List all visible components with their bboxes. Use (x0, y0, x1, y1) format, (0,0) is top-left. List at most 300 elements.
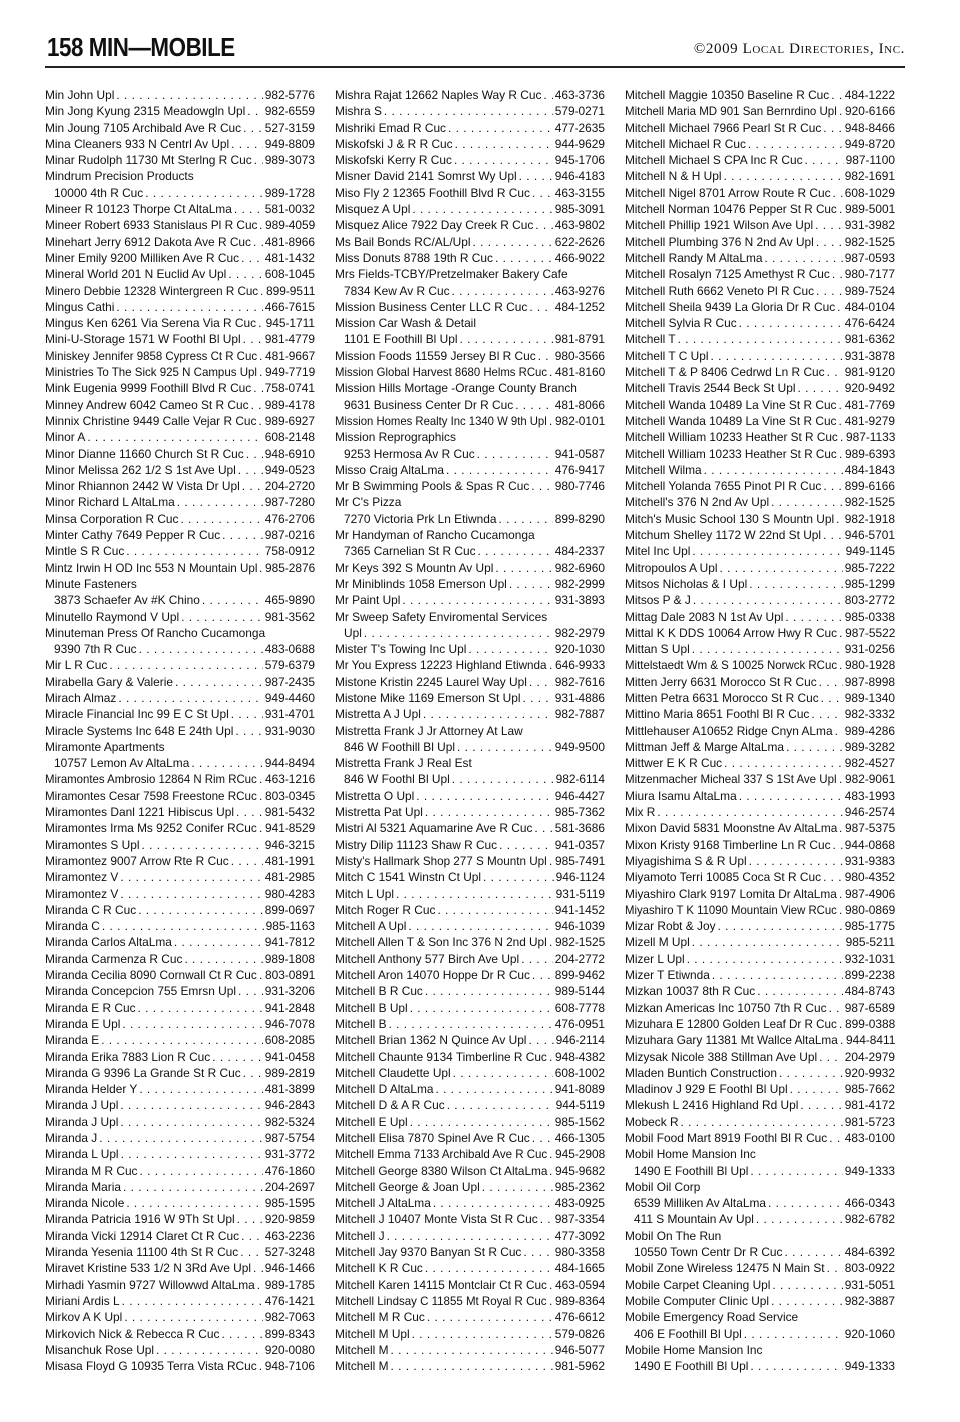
listing-entry (625, 478, 895, 494)
listing-phone: 985-1299 (844, 576, 895, 591)
listing-entry (335, 250, 605, 266)
dot-leader (116, 87, 262, 103)
listing-entry (625, 250, 895, 266)
dot-leader (839, 886, 843, 902)
listing-name: Miranda E Upl (45, 1016, 121, 1031)
dot-leader (829, 1130, 843, 1146)
dot-leader (748, 136, 843, 152)
dot-leader (800, 1097, 842, 1113)
listing-entry (625, 494, 895, 510)
listing-entry (45, 918, 315, 934)
listing-entry (45, 788, 315, 804)
listing-entry (625, 592, 895, 608)
listing-name: Mitchell William 10233 Heather St R Cuc (625, 430, 838, 445)
listing-name: Mobil Food Mart 8919 Foothl Bl R Cuc (625, 1131, 828, 1145)
listing-heading (625, 1179, 895, 1195)
dot-leader (482, 1179, 553, 1195)
listing-entry (45, 1326, 315, 1342)
listing-phone: 949-0523 (264, 462, 315, 477)
listing-name: Mitchell Phillip 1921 Wilson Ave Upl (625, 218, 814, 233)
listing-name: Mitchell N & H Upl (625, 169, 722, 184)
listing-entry (335, 103, 605, 119)
dot-leader (521, 951, 553, 967)
listing-name: Mobile Emergency Road Service (625, 1310, 799, 1325)
dot-leader (549, 853, 553, 869)
listing-entry (625, 967, 895, 983)
listing-name: Minnix Christine 9449 Calle Vejar R Cuc (45, 413, 257, 428)
listing-name: Mitchell Lindsay C 11855 Mt Royal R Cuc (335, 1293, 547, 1308)
dot-leader (720, 560, 843, 576)
listing-name: Mitchell Aron 14070 Hoppe Dr R Cuc (335, 968, 530, 983)
listing-entry (335, 120, 605, 136)
dot-leader (739, 315, 843, 331)
listing-phone: 941-0458 (264, 1049, 315, 1064)
dot-leader (259, 560, 263, 576)
listing-name: Mobil Zone Wireless 12475 N Main St (625, 1261, 825, 1276)
listing-entry (625, 364, 895, 380)
listing-entry (45, 1130, 315, 1146)
listing-name: Misanchuk Rose Upl (45, 1342, 155, 1357)
listing-phone: 982-1525 (844, 234, 895, 249)
dot-leader (823, 120, 842, 136)
dot-leader (823, 478, 842, 494)
listing-name: Mitchell Michael S CPA Inc R Cuc (625, 153, 803, 168)
dot-leader (260, 283, 264, 299)
listing-phone: 466-7615 (264, 299, 315, 314)
listing-name: Mintle S R Cuc (45, 544, 125, 559)
listing-entry (625, 674, 895, 690)
listing-name: Mitten Jerry 6631 Morocco St R Cuc (625, 674, 817, 689)
listing-entry (625, 136, 895, 152)
dot-leader (757, 983, 843, 999)
listing-heading (335, 380, 605, 396)
listing-phone: 989-4059 (265, 218, 315, 233)
listing-name: Mirhadi Yasmin 9727 Willowwd AltaLma (45, 1277, 255, 1292)
listing-phone: 484-2337 (554, 544, 605, 559)
listing-name: Miranda Helder Y (45, 1082, 138, 1097)
listing-phone: 803-0345 (265, 788, 315, 803)
listing-phone: 476-1421 (264, 1293, 315, 1308)
listing-phone: 949-9500 (554, 739, 605, 754)
listing-entry (335, 967, 605, 983)
listing-name: Miramontez V (45, 886, 119, 901)
listing-name: Mitchell M (335, 1342, 389, 1357)
listing-name: Misquez Alice 7922 Day Creek R Cuc (335, 218, 534, 233)
listing-phone: 987-1133 (846, 430, 895, 445)
dot-leader (495, 560, 552, 576)
listing-phone: 932-1031 (844, 951, 895, 966)
dot-leader (756, 1211, 843, 1227)
listing-entry (625, 853, 895, 869)
listing-phone: 981-6362 (844, 332, 895, 347)
listing-name: Mlekush L 2416 Highland Rd Upl (625, 1098, 799, 1113)
listing-entry (335, 1309, 605, 1325)
listing-name: Miramonte Apartments (45, 739, 165, 754)
listing-phone: 466-9022 (554, 250, 605, 265)
listing-phone: 985-1562 (554, 1114, 605, 1129)
listing-name: 9253 Hermosa Av R Cuc (344, 446, 475, 461)
listing-phone: 476-6424 (844, 316, 895, 331)
listing-name: Mitchell Randy M AltaLma (625, 250, 763, 265)
listing-name: Mishriki Emad R Cuc (335, 120, 446, 135)
listing-name: Minney Andrew 6042 Cameo St R Cuc (45, 397, 249, 412)
listing-entry (335, 576, 605, 592)
listing-phone: 481-8160 (555, 365, 605, 380)
listing-phone: 920-9859 (264, 1212, 315, 1227)
listing-entry (625, 706, 895, 722)
listing-phone: 476-6612 (554, 1310, 605, 1325)
listing-phone: 463-3155 (554, 185, 605, 200)
listing-name: Mitsos P & J (625, 593, 691, 608)
dot-leader (498, 511, 552, 527)
dot-leader (839, 446, 843, 462)
listing-name: Mineer Robert 6933 Stanislaus Pl R Cuc (45, 218, 258, 233)
listing-phone: 980-4352 (844, 870, 895, 885)
listing-entry (625, 788, 895, 804)
listing-phone: 982-2979 (554, 625, 605, 640)
listing-phone: 980-4283 (264, 886, 315, 901)
listing-entry (335, 1228, 605, 1244)
listing-phone: 981-8791 (554, 332, 605, 347)
listing-entry (625, 1244, 895, 1260)
listing-entry (335, 1032, 605, 1048)
listing-name: Mishra S (335, 104, 382, 119)
listing-phone: 476-2706 (264, 511, 315, 526)
dot-leader (222, 527, 263, 543)
listing-entry (45, 886, 315, 902)
dot-leader (181, 511, 263, 527)
dot-leader (259, 771, 263, 787)
dot-leader (408, 918, 552, 934)
dot-leader (837, 299, 843, 315)
listing-entry (335, 397, 605, 413)
dot-leader (121, 1146, 263, 1162)
dot-leader (549, 1049, 553, 1065)
listing-heading (335, 527, 605, 543)
listing-name: Mitchell Rosalyn 7125 Amethyst R Cuc (625, 267, 830, 282)
listing-entry (335, 853, 605, 869)
listing-name: Mitchell Emma 7133 Archibald Ave R Cuc (335, 1147, 548, 1162)
listing-entry (335, 869, 605, 885)
listing-name: Miramontes Irma Ms 9252 Conifer RCuc (45, 821, 257, 836)
listing-name: Mladen Buntich Construction (625, 1065, 778, 1080)
listing-name: Min Joung 7105 Archibald Ave R Cuc (45, 120, 242, 135)
listing-phone: 949-8809 (264, 136, 315, 151)
listing-phone: 989-6393 (845, 446, 895, 461)
listing-heading (625, 1342, 895, 1358)
dot-leader (529, 299, 552, 315)
listing-name: Mitch C 1541 Winstn Ct Upl (335, 870, 482, 885)
listing-phone: 931-0256 (844, 642, 895, 657)
listing-name: Upl (344, 625, 362, 640)
listing-phone: 982-3887 (844, 1293, 895, 1308)
listing-name: Mintz Irwin H OD Inc 553 N Mountain Upl (45, 560, 258, 575)
listing-phone: 481-1432 (264, 250, 315, 265)
dot-leader (364, 625, 553, 641)
listing-name: Mitchell D & A R Cuc (335, 1098, 445, 1113)
listing-name: Mitchell Plumbing 376 N 2nd Av Upl (625, 234, 814, 249)
listing-phone: 608-2148 (264, 430, 315, 445)
listing-entry (45, 299, 315, 315)
listing-phone: 946-4427 (554, 788, 605, 803)
listing-name: Mitchell B R Cuc (335, 984, 423, 999)
listing-entry (625, 1130, 895, 1146)
dot-leader (446, 462, 553, 478)
listing-entry (45, 478, 315, 494)
dot-leader (522, 690, 552, 706)
dot-leader (538, 348, 553, 364)
dot-leader (549, 1146, 553, 1162)
listing-name: Miranda E (45, 1033, 100, 1048)
listing-phone: 899-9462 (554, 968, 605, 983)
listing-entry (625, 560, 895, 576)
dot-leader (483, 869, 554, 885)
dot-leader (831, 87, 843, 103)
dot-leader (423, 706, 553, 722)
dot-leader (798, 380, 843, 396)
dot-leader (718, 918, 843, 934)
listing-entry (45, 527, 315, 543)
listing-name: Mittman Jeff & Marge AltaLma (625, 739, 785, 754)
listing-entry (45, 120, 315, 136)
listing-entry (335, 348, 605, 364)
dot-leader (122, 1293, 263, 1309)
listing-name: Miranda Maria (45, 1179, 121, 1194)
listing-entry (625, 527, 895, 543)
dot-leader (191, 755, 262, 771)
listing-entry (625, 1211, 895, 1227)
listing-name: Mizkan 10037 8th R Cuc (625, 984, 756, 999)
listing-phone: 204-2772 (554, 951, 605, 966)
listing-entry (625, 217, 895, 233)
dot-leader (145, 185, 262, 201)
dot-leader (827, 1260, 843, 1276)
listing-phone: 608-2085 (264, 1033, 315, 1048)
listing-entry (335, 1342, 605, 1358)
listing-phone: 899-9511 (266, 283, 315, 298)
dot-leader (839, 397, 843, 413)
listing-phone: 931-3893 (554, 593, 605, 608)
listing-column-2 (335, 87, 605, 1374)
listing-name: Miranda C (45, 919, 100, 934)
listing-entry (45, 1342, 315, 1358)
listing-name: 9631 Business Center Dr R Cuc (344, 397, 514, 412)
listing-entry (335, 1146, 605, 1162)
listing-entry (625, 1163, 895, 1179)
dot-leader (236, 804, 263, 820)
dot-leader (478, 543, 553, 559)
listing-entry (45, 1293, 315, 1309)
listing-name: 7270 Victoria Prk Ln Etiwnda (344, 511, 497, 526)
listing-name: Miyashiro Clark 9197 Lomita Dr AltaLma (625, 886, 837, 901)
listing-entry (335, 1000, 605, 1016)
dot-leader (235, 723, 262, 739)
dot-leader (437, 902, 552, 918)
listing-entry (625, 429, 895, 445)
listing-name: Miyashiro T K 11090 Mountain View RCuc (625, 902, 837, 917)
dot-leader (184, 951, 262, 967)
listing-entry (335, 1293, 605, 1309)
dot-leader (739, 788, 843, 804)
dot-leader (425, 1260, 553, 1276)
listing-entry (335, 87, 605, 103)
dot-leader (120, 1114, 262, 1130)
listing-phone: 803-0922 (844, 1261, 895, 1276)
listing-phone: 476-1860 (264, 1163, 315, 1178)
dot-leader (396, 886, 554, 902)
listing-phone: 803-2772 (844, 593, 895, 608)
listing-entry (625, 543, 895, 559)
listing-phone: 945-9682 (555, 1163, 605, 1178)
listing-name: Mirach Almaz (45, 690, 117, 705)
listing-entry (45, 1211, 315, 1227)
listing-name: Miramontes Cesar 7598 Freestone RCuc (45, 788, 257, 803)
listing-name: Mitchell M Upl (335, 1326, 410, 1341)
listing-name: Miyagishima S & R Upl (625, 853, 747, 868)
listing-phone: 982-7887 (554, 707, 605, 722)
listing-entry (625, 690, 895, 706)
listing-name: 10000 4th R Cuc (54, 185, 144, 200)
listing-phone: 931-4886 (554, 690, 605, 705)
listing-phone: 920-9492 (844, 381, 895, 396)
listing-name: Mitchell Michael 7966 Pearl St R Cuc (625, 120, 822, 135)
listing-name: 7834 Kew Av R Cuc (344, 283, 450, 298)
listing-phone: 980-7177 (844, 267, 895, 282)
dot-leader (827, 364, 843, 380)
dot-leader (839, 625, 843, 641)
dot-leader (771, 1293, 843, 1309)
listing-phone: 481-7769 (844, 397, 895, 412)
listing-phone: 982-6114 (555, 772, 605, 787)
listing-name: Minor Dianne 11660 Church St R Cuc (45, 446, 244, 461)
listing-name: Miranda Carlos AltaLma (45, 935, 172, 950)
listing-entry (45, 266, 315, 282)
listing-phone: 483-0688 (264, 642, 315, 657)
listing-phone: 931-3206 (264, 984, 315, 999)
listing-phone: 484-1252 (554, 299, 605, 314)
dot-leader (259, 967, 263, 983)
listing-name: Mitchell M (335, 1359, 389, 1374)
listing-entry (335, 511, 605, 527)
dot-leader (839, 201, 843, 217)
dot-leader (453, 1065, 553, 1081)
dot-leader (839, 103, 843, 119)
listing-entry (335, 1081, 605, 1097)
listing-entry (625, 918, 895, 934)
dot-leader (771, 494, 843, 510)
listing-column-3 (625, 87, 895, 1374)
listing-entry (335, 1277, 605, 1293)
listing-entry (45, 592, 315, 608)
listing-phone: 989-3282 (844, 739, 895, 754)
listing-entry (625, 657, 895, 673)
dot-leader (118, 690, 262, 706)
dot-leader (241, 1228, 263, 1244)
listing-entry (335, 331, 605, 347)
dot-leader (455, 136, 553, 152)
listing-name: Miskofski Kerry R Cuc (335, 153, 452, 168)
listing-name: Mir L R Cuc (45, 658, 108, 673)
dot-leader (139, 1081, 262, 1097)
listing-heading (335, 755, 605, 771)
dot-leader (410, 1114, 553, 1130)
listing-entry (625, 1032, 895, 1048)
listing-entry (45, 560, 315, 576)
listing-phone: 204-2720 (264, 479, 315, 494)
listing-phone: 946-2843 (264, 1098, 315, 1113)
listing-phone: 481-3899 (264, 1082, 315, 1097)
dot-leader (657, 804, 842, 820)
listing-name: Miner Emily 9200 Milliken Ave R Cuc (45, 250, 240, 265)
listing-phone: 477-2635 (554, 120, 605, 135)
dot-leader (840, 1032, 844, 1048)
listing-entry (335, 788, 605, 804)
listing-name: Mitchell M R Cuc (335, 1310, 425, 1325)
listing-entry (335, 364, 605, 380)
listing-name: Miranda J (45, 1131, 98, 1145)
listing-name: Mobil On The Run (625, 1228, 722, 1243)
listing-phone: 985-1163 (265, 919, 315, 934)
dot-leader (839, 1016, 843, 1032)
listing-phone: 581-3686 (554, 821, 605, 836)
dot-leader (253, 234, 263, 250)
dot-leader (515, 397, 553, 413)
listing-phone: 946-3215 (264, 837, 315, 852)
dot-leader (549, 364, 553, 380)
listing-name: Minute Fasteners (45, 576, 137, 591)
listing-name: Misner David 2141 Somrst Wy Upl (335, 169, 517, 184)
dot-leader (477, 446, 553, 462)
dot-leader (124, 1309, 262, 1325)
listing-entry (45, 609, 315, 625)
dot-leader (724, 755, 843, 771)
dot-leader (427, 1309, 553, 1325)
listing-entry (625, 380, 895, 396)
listing-name: Mishra Rajat 12662 Naples Way R Cuc (335, 88, 542, 102)
listing-phone: 987-5754 (264, 1131, 315, 1145)
listing-phone: 982-3332 (844, 707, 895, 722)
listing-name: 1101 E Foothill Bl Upl (344, 332, 458, 347)
listing-name: Mr You Express 12223 Highland Etiwnda (335, 658, 547, 673)
listing-phone: 481-9667 (265, 348, 315, 363)
listing-name: Mission Homes Realty Inc 1340 W 9th Upl (335, 413, 547, 428)
listing-entry (625, 266, 895, 282)
listing-phone: 989-3073 (264, 153, 315, 168)
listing-entry (625, 869, 895, 885)
listing-phone: 985-3091 (554, 202, 605, 217)
listing-entry (335, 1097, 605, 1113)
listing-phone: 985-7362 (554, 805, 605, 820)
listing-entry (625, 299, 895, 315)
listing-phone: 982-2999 (554, 576, 605, 591)
listing-name: Mina Cleaners 933 N Centrl Av Upl (45, 136, 230, 151)
listing-phone: 483-1993 (844, 788, 895, 803)
dot-leader (228, 266, 262, 282)
dot-leader (549, 1293, 553, 1309)
listing-phone: 483-0100 (844, 1131, 895, 1145)
listing-name: Mistry Dilip 11123 Shaw R Cuc (335, 837, 498, 852)
listing-name: Mr C's Pizza (335, 495, 402, 510)
listing-name: Mizkan Americas Inc 10750 7th R Cuc (625, 1000, 827, 1015)
listing-name: Mizell M Upl (625, 935, 690, 950)
listing-entry (335, 983, 605, 999)
listing-entry (625, 315, 895, 331)
dot-leader (687, 951, 843, 967)
listing-entry (45, 657, 315, 673)
listing-entry (45, 723, 315, 739)
listing-name: Miss Donuts 8788 19th R Cuc (335, 250, 493, 265)
listing-entry (45, 1081, 315, 1097)
